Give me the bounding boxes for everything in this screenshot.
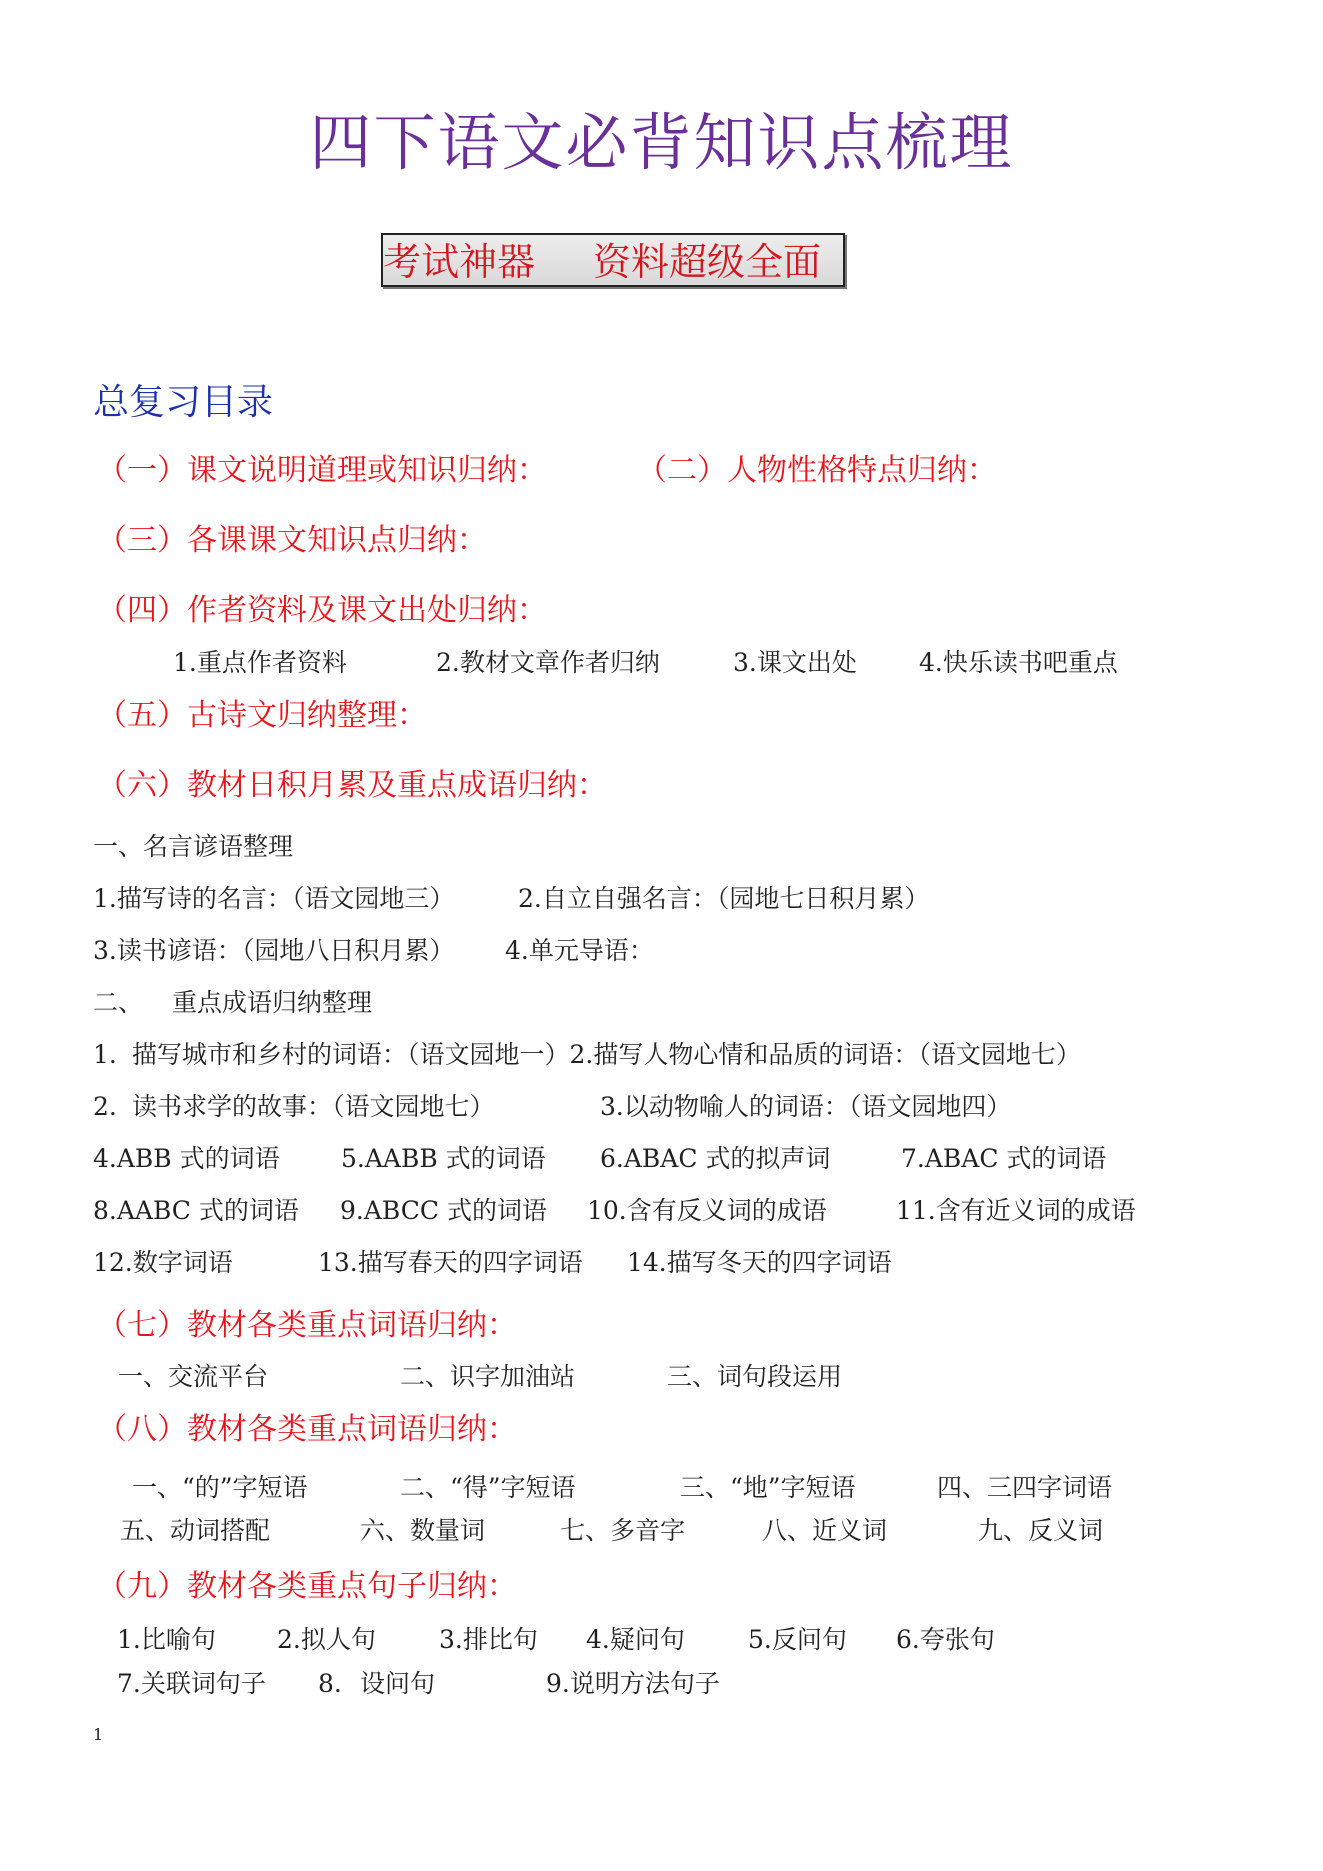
list-item: 7.ABAC 式的词语 (901, 1144, 1107, 1173)
list-item: 五、动词搭配 (120, 1516, 271, 1545)
list-item: 七、多音字 (560, 1516, 686, 1545)
list-item: 1.比喻句 (117, 1625, 216, 1654)
list-item: 4.快乐读书吧重点 (919, 648, 1118, 677)
list-item: 1.描写诗的名言：（语文园地三） (93, 884, 455, 913)
list-item: 6.ABAC 式的拟声词 (600, 1144, 831, 1173)
banner-left: 考试神器 (383, 240, 536, 284)
list-item: 3.以动物喻人的词语：（语文园地四） (600, 1092, 1012, 1121)
toc-heading: 总复习目录 (93, 382, 274, 423)
section-8-heading: （八）教材各类重点词语归纳： (97, 1412, 517, 1447)
list-item: 六、数量词 (360, 1516, 486, 1545)
list-item: 4.单元导语： (505, 936, 654, 965)
page-number: 1 (93, 1725, 104, 1744)
list-item: 4.疑问句 (586, 1625, 685, 1654)
list-item: 3.读书谚语：（园地八日积月累） (93, 936, 455, 965)
section-2-heading: （二）人物性格特点归纳： (637, 453, 997, 488)
subsection-heading: 一、名言谚语整理 (93, 832, 294, 861)
page-title: 四下语文必背知识点梳理 (309, 106, 1014, 179)
section-7-heading: （七）教材各类重点词语归纳： (97, 1308, 517, 1343)
section-4-heading: （四）作者资料及课文出处归纳： (97, 593, 547, 628)
list-item: 14.描写冬天的四字词语 (627, 1248, 892, 1277)
list-item: 6.夸张句 (896, 1625, 995, 1654)
list-item: 3.排比句 (439, 1625, 538, 1654)
list-item: 三、“地”字短语 (680, 1473, 856, 1502)
list-item: 四、三四字词语 (937, 1473, 1113, 1502)
banner-text (383, 240, 822, 284)
list-item: 2.教材文章作者归纳 (436, 648, 660, 677)
list-item: 设问句 (360, 1669, 436, 1698)
list-item: 3.课文出处 (733, 648, 857, 677)
list-item-number: 8. (318, 1669, 342, 1698)
list-item: 9.说明方法句子 (546, 1669, 720, 1698)
list-item: 二、“得”字短语 (400, 1473, 576, 1502)
list-item: 一、交流平台 (118, 1362, 269, 1391)
list-item-number: 1. (93, 1040, 117, 1069)
list-item: 九、反义词 (978, 1516, 1104, 1545)
list-item: 读书求学的故事：（语文园地七） (132, 1092, 495, 1121)
section-5-heading: （五）古诗文归纳整理： (97, 698, 427, 733)
list-item: 5.反问句 (748, 1625, 847, 1654)
list-item: 八、近义词 (762, 1516, 888, 1545)
list-item: 2.拟人句 (277, 1625, 376, 1654)
list-item: 8.AABC 式的词语 (93, 1196, 299, 1225)
list-item: 11.含有近义词的成语 (896, 1196, 1136, 1225)
list-item: 一、“的”字短语 (132, 1473, 308, 1502)
banner-right: 资料超级全面 (593, 240, 822, 284)
section-6-heading: （六）教材日积月累及重点成语归纳： (97, 768, 607, 803)
list-item: 7.关联词句子 (117, 1669, 266, 1698)
subsection-title: 重点成语归纳整理 (172, 988, 373, 1017)
list-item: 描写城市和乡村的词语：（语文园地一）2.描写人物心情和品质的词语：（语文园地七） (132, 1040, 1081, 1069)
section-9-heading: （九）教材各类重点句子归纳： (97, 1569, 517, 1604)
list-item: 1.重点作者资料 (173, 648, 347, 677)
section-3-heading: （三）各课课文知识点归纳： (97, 523, 487, 558)
list-item-number: 2. (93, 1092, 117, 1121)
list-item: 13.描写春天的四字词语 (318, 1248, 583, 1277)
list-item: 10.含有反义词的成语 (587, 1196, 827, 1225)
list-item: 二、识字加油站 (400, 1362, 576, 1391)
list-item: 2.自立自强名言：（园地七日积月累） (518, 884, 930, 913)
section-1-heading: （一）课文说明道理或知识归纳： (97, 453, 547, 488)
subsection-heading: 二、 (93, 988, 144, 1017)
list-item: 4.ABB 式的词语 (93, 1144, 280, 1173)
list-item: 三、词句段运用 (667, 1362, 843, 1391)
list-item: 9.ABCC 式的词语 (340, 1196, 547, 1225)
list-item: 5.AABB 式的词语 (341, 1144, 546, 1173)
list-item: 12.数字词语 (93, 1248, 233, 1277)
